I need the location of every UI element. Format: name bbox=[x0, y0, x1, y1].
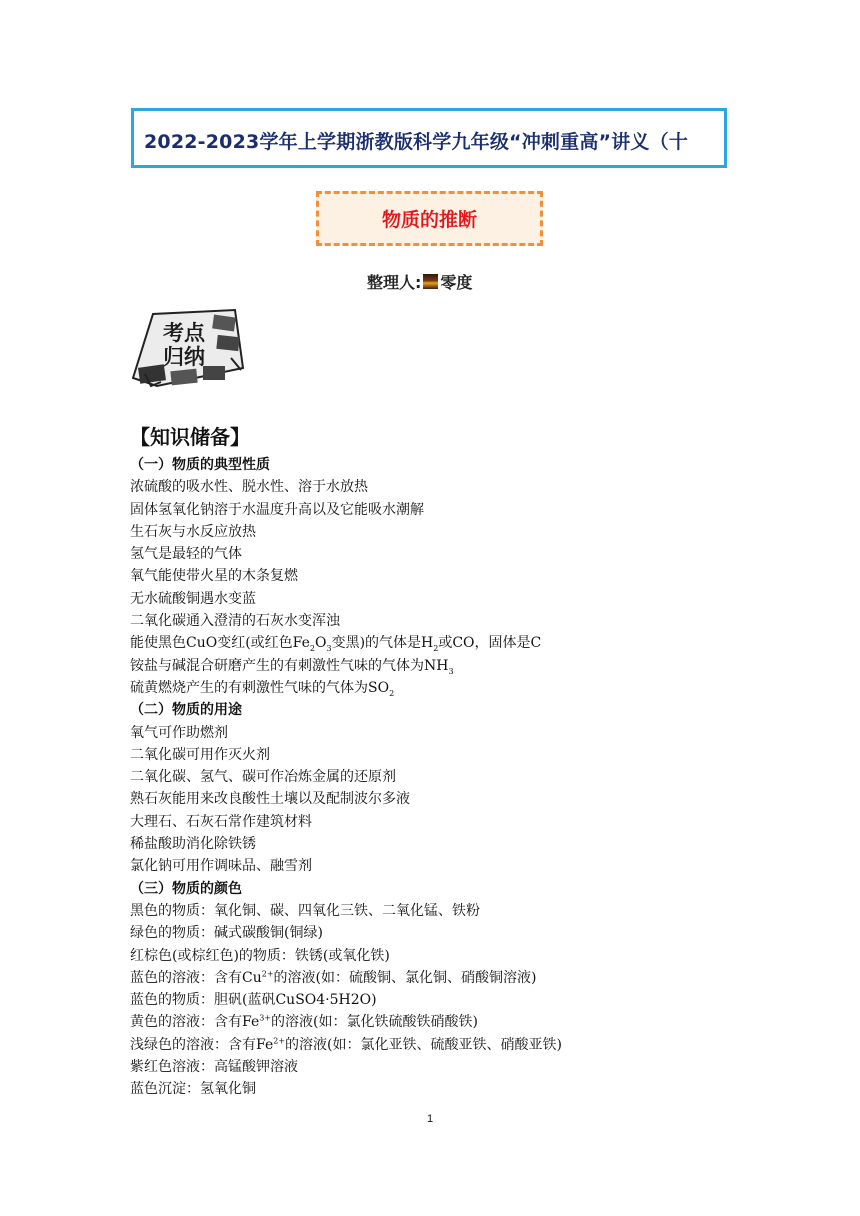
list-item: 熟石灰能用来改良酸性土壤以及配制波尔多液 bbox=[130, 791, 410, 808]
page-number: 1 bbox=[426, 1113, 434, 1125]
badge-line2: 归纳 bbox=[163, 345, 205, 369]
document-subtitle: 物质的推断 bbox=[381, 209, 477, 231]
list-item: 稀盐酸助消化除铁锈 bbox=[130, 836, 256, 853]
list-item: 二氧化碳通入澄清的石灰水变浑浊 bbox=[130, 613, 340, 630]
sub-heading-properties: （一）物质的典型性质 bbox=[130, 457, 270, 473]
section-heading: 【知识储备】 bbox=[130, 425, 250, 449]
list-item: 红棕色(或棕红色)的物质：铁锈(或氧化铁) bbox=[130, 947, 390, 964]
list-item: 铵盐与碱混合研磨产生的有刺激性气味的气体为$NH_3$ bbox=[130, 657, 454, 676]
list-item: 紫红色溶液：高锰酸钾溶液 bbox=[130, 1059, 298, 1076]
organizer-name: 零度 bbox=[440, 273, 473, 292]
list-item: 浅绿色的溶液：含有$Fe^{2+}$的溶液(如：氯化亚铁、硫酸亚铁、硝酸亚铁) bbox=[130, 1036, 562, 1053]
list-item: 能使黑色CuO变红(或红色$Fe_2O_3$变黑)的气体是$H_2$或CO，固体是C bbox=[130, 635, 542, 654]
list-item: 氧气可作助燃剂 bbox=[130, 724, 228, 741]
list-item: 蓝色的溶液：含有$Cu^{2+}$的溶液(如：硫酸铜、氯化铜、硝酸铜溶液) bbox=[130, 969, 537, 986]
organizer-line bbox=[367, 270, 472, 293]
list-item: 氯化钠可用作调味品、融雪剂 bbox=[130, 858, 312, 875]
list-item: 氧气能使带火星的木条复燃 bbox=[130, 568, 298, 585]
list-item: 生石灰与水反应放热 bbox=[130, 523, 256, 540]
list-item: 无水硫酸铜遇水变蓝 bbox=[130, 590, 256, 607]
list-item: 绿色的物质：碱式碳酸铜(铜绿) bbox=[130, 925, 323, 942]
sub-heading-uses: （二）物质的用途 bbox=[130, 702, 242, 719]
list-item: 二氧化碳可用作灭火剂 bbox=[130, 746, 270, 763]
list-item: 黑色的物质：氧化铜、碳、四氧化三铁、二氧化锰、铁粉 bbox=[130, 902, 480, 919]
organizer-label: 整理人: bbox=[367, 273, 422, 292]
list-item: 蓝色沉淀：氢氧化铜 bbox=[130, 1081, 256, 1098]
kaodian-badge bbox=[131, 308, 247, 388]
list-item: 固体氢氧化钠溶于水温度升高以及它能吸水潮解 bbox=[130, 501, 424, 518]
list-item: 硫黄燃烧产生的有刺激性气味的气体为$SO_2$ bbox=[130, 679, 395, 698]
list-item: 黄色的溶液：含有$Fe^{3+}$的溶液(如：氯化铁硫酸铁硝酸铁) bbox=[130, 1013, 478, 1031]
title-box bbox=[131, 108, 727, 168]
badge-line1: 考点 bbox=[163, 321, 205, 345]
list-item: 大理石、石灰石常作建筑材料 bbox=[130, 813, 312, 830]
sub-heading-colors: （三）物质的颜色 bbox=[130, 880, 242, 897]
document-title: 2022-2023学年上学期浙教版科学九年级“冲刺重高”讲义（十 bbox=[144, 131, 689, 153]
avatar-icon bbox=[423, 274, 438, 289]
list-item: 二氧化碳、氢气、碳可作冶炼金属的还原剂 bbox=[130, 769, 396, 786]
list-item: 蓝色的物质：胆矾(蓝矾CuSO4·5H2O) bbox=[130, 992, 377, 1009]
list-item: 浓硫酸的吸水性、脱水性、溶于水放热 bbox=[130, 479, 368, 496]
subtitle-box bbox=[316, 191, 543, 246]
list-item: 氢气是最轻的气体 bbox=[130, 546, 242, 563]
content-body bbox=[130, 454, 730, 1101]
